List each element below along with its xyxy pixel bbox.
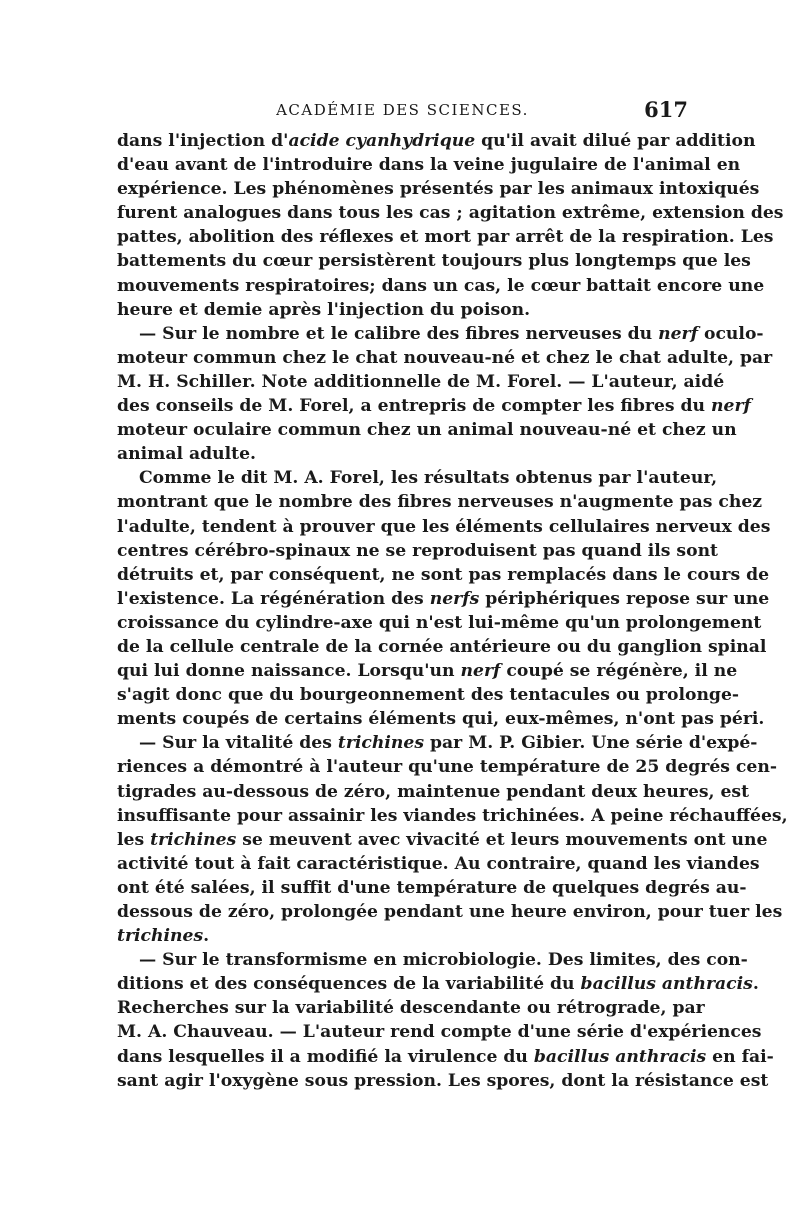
text-line: qui lui donne naissance. Lorsqu'un nerf coupé se régénère, il ne: [117, 661, 738, 682]
page-number: 617: [644, 97, 688, 122]
text-line: dans l'injection d'acide cyanhydrique qu'il avait dilué par addition: [117, 131, 756, 151]
page-header: [117, 97, 688, 125]
text-line: s'agit donc que du bourgeonnement des tentacules ou prolonge-: [117, 685, 740, 706]
text-line: activité tout à fait caractéristique. Au contraire, quand les viandes: [117, 853, 760, 874]
text-line: — Sur la vitalité des trichines par M. P. Gibier. Une série d'expé-: [139, 733, 758, 754]
text-line: M. A. Chauveau. — L'auteur rend compte d'une série d'expériences: [117, 1022, 762, 1043]
text-line: — Sur le nombre et le calibre des fibres nerveuses du nerf oculo-: [139, 323, 764, 344]
text-line: trichines.: [117, 926, 210, 947]
text-line: pattes, abolition des réflexes et mort par arrêt de la respiration. Les: [117, 227, 774, 248]
paragraph: [117, 731, 788, 948]
text-line: l'adulte, tendent à prouver que les éléments cellulaires nerveux des: [117, 516, 771, 537]
text-line: dessous de zéro, prolongée pendant une heure environ, pour tuer les: [117, 902, 783, 922]
text-line: centres cérébro-spinaux ne se reproduisent pas quand ils sont: [117, 540, 719, 561]
text-line: moteur commun chez le chat nouveau-né et chez le chat adulte, par: [117, 347, 773, 368]
text-line: expérience. Les phénomènes présentés par les animaux intoxiqués: [117, 179, 760, 200]
text-line: montrant que le nombre des fibres nerveuses n'augmente pas chez: [117, 492, 763, 513]
text-line: tigrades au-dessous de zéro, maintenue pendant deux heures, est: [117, 781, 750, 802]
text-line: furent analogues dans tous les cas ; agitation extrême, extension des: [117, 203, 784, 224]
text-line: insuffisante pour assainir les viandes trichinées. A peine réchauffées,: [117, 805, 788, 826]
text-line: sant agir l'oxygène sous pression. Les spores, dont la résistance est: [117, 1070, 769, 1091]
text-line: ments coupés de certains éléments qui, eux-mêmes, n'ont pas péri.: [117, 709, 765, 730]
text-line: — Sur le transformisme en microbiologie. Des limites, des con-: [139, 950, 748, 971]
text-line: Recherches sur la variabilité descendante ou rétrograde, par: [117, 998, 705, 1019]
text-line: détruits et, par conséquent, ne sont pas remplacés dans le cours de: [117, 564, 770, 585]
paragraph: [117, 322, 773, 467]
text-line: moteur oculaire commun chez un animal nouveau-né et chez un: [117, 420, 737, 441]
text-line: battements du cœur persistèrent toujours plus longtemps que les: [117, 251, 751, 272]
text-line: heure et demie après l'injection du poison.: [117, 299, 531, 320]
text-line: les trichines se meuvent avec vivacité et leurs mouvements ont une: [117, 829, 768, 850]
text-line: ditions et des conséquences de la variabilité du bacillus anthracis.: [117, 974, 759, 995]
text-line: des conseils de M. Forel, a entrepris de compter les fibres du nerf: [117, 396, 751, 417]
text-line: de la cellule centrale de la cornée antérieure ou du ganglion spinal: [117, 636, 767, 657]
text-line: M. H. Schiller. Note additionnelle de M. Forel. — L'auteur, aidé: [117, 371, 725, 392]
text-line: l'existence. La régénération des nerfs périphériques repose sur une: [117, 588, 770, 609]
paragraph: [117, 129, 784, 322]
paragraph: [117, 948, 774, 1093]
paragraph: [117, 466, 771, 731]
body-text: [117, 129, 788, 1093]
text-line: Comme le dit M. A. Forel, les résultats obtenus par l'auteur,: [139, 468, 718, 489]
text-line: mouvements respiratoires; dans un cas, le cœur battait encore une: [117, 275, 765, 296]
running-head: ACADÉMIE DES SCIENCES.: [276, 101, 529, 119]
text-line: animal adulte.: [117, 444, 257, 465]
text-line: dans lesquelles il a modifié la virulence du bacillus anthracis en fai-: [117, 1046, 774, 1067]
text-line: ont été salées, il suffit d'une température de quelques degrés au-: [117, 877, 747, 898]
text-line: d'eau avant de l'introduire dans la veine jugulaire de l'animal en: [117, 155, 741, 176]
text-line: riences a démontré à l'auteur qu'une température de 25 degrés cen-: [117, 757, 777, 778]
text-line: croissance du cylindre-axe qui n'est lui-même qu'un prolongement: [117, 612, 762, 633]
